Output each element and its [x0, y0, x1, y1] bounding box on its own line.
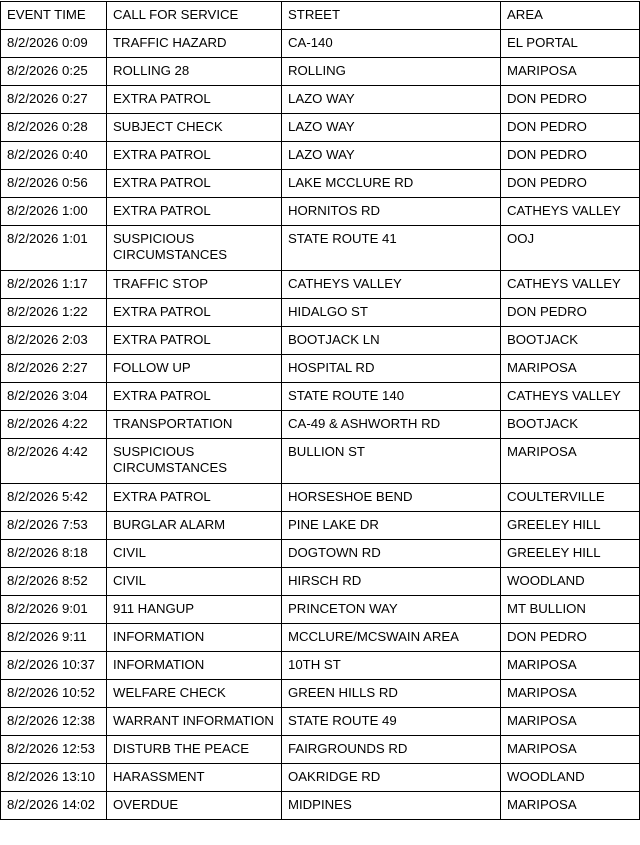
street-cell: HORNITOS RD — [282, 198, 501, 226]
area-cell: WOODLAND — [501, 568, 640, 596]
street-cell: DOGTOWN RD — [282, 540, 501, 568]
street-cell: CATHEYS VALLEY — [282, 271, 501, 299]
event-time-cell: 8/2/2026 9:01 — [1, 596, 107, 624]
event-time-cell: 8/2/2026 2:27 — [1, 355, 107, 383]
event-time-cell: 8/2/2026 10:37 — [1, 652, 107, 680]
event-time-cell: 8/2/2026 5:42 — [1, 484, 107, 512]
event-time-cell: 8/2/2026 1:01 — [1, 226, 107, 271]
table-row — [1, 680, 640, 708]
call-for-service-cell: EXTRA PATROL — [107, 484, 282, 512]
street-cell: HORSESHOE BEND — [282, 484, 501, 512]
call-for-service-cell: INFORMATION — [107, 624, 282, 652]
call-for-service-cell: EXTRA PATROL — [107, 86, 282, 114]
area-cell: MARIPOSA — [501, 680, 640, 708]
call-for-service-cell: SUBJECT CHECK — [107, 114, 282, 142]
area-cell: MT BULLION — [501, 596, 640, 624]
table-row — [1, 355, 640, 383]
call-for-service-cell: EXTRA PATROL — [107, 383, 282, 411]
call-for-service-cell: EXTRA PATROL — [107, 327, 282, 355]
street-cell: LAZO WAY — [282, 114, 501, 142]
call-for-service-cell: DISTURB THE PEACE — [107, 736, 282, 764]
table-row — [1, 226, 640, 271]
table-row — [1, 327, 640, 355]
area-cell: MARIPOSA — [501, 58, 640, 86]
street-cell: LAKE MCCLURE RD — [282, 170, 501, 198]
area-cell: DON PEDRO — [501, 86, 640, 114]
event-time-cell: 8/2/2026 8:18 — [1, 540, 107, 568]
table-row — [1, 439, 640, 484]
table-row — [1, 30, 640, 58]
event-time-cell: 8/2/2026 8:52 — [1, 568, 107, 596]
call-for-service-cell: CIVIL — [107, 568, 282, 596]
call-for-service-cell: EXTRA PATROL — [107, 170, 282, 198]
table-row — [1, 198, 640, 226]
area-cell: CATHEYS VALLEY — [501, 198, 640, 226]
table-row — [1, 792, 640, 820]
table-row — [1, 736, 640, 764]
call-for-service-cell: OVERDUE — [107, 792, 282, 820]
event-time-cell: 8/2/2026 1:22 — [1, 299, 107, 327]
event-time-cell: 8/2/2026 12:53 — [1, 736, 107, 764]
area-cell: OOJ — [501, 226, 640, 271]
area-cell: CATHEYS VALLEY — [501, 383, 640, 411]
table-row — [1, 624, 640, 652]
table-body — [1, 30, 640, 820]
street-cell: STATE ROUTE 49 — [282, 708, 501, 736]
area-cell: MARIPOSA — [501, 792, 640, 820]
header-street: STREET — [282, 2, 501, 30]
area-cell: CATHEYS VALLEY — [501, 271, 640, 299]
event-time-cell: 8/2/2026 14:02 — [1, 792, 107, 820]
call-for-service-cell: HARASSMENT — [107, 764, 282, 792]
street-cell: 10TH ST — [282, 652, 501, 680]
street-cell: MCCLURE/MCSWAIN AREA — [282, 624, 501, 652]
event-time-cell: 8/2/2026 3:04 — [1, 383, 107, 411]
street-cell: FAIRGROUNDS RD — [282, 736, 501, 764]
table-row — [1, 411, 640, 439]
table-row — [1, 58, 640, 86]
event-time-cell: 8/2/2026 0:25 — [1, 58, 107, 86]
street-cell: HIDALGO ST — [282, 299, 501, 327]
event-time-cell: 8/2/2026 1:17 — [1, 271, 107, 299]
call-for-service-cell: SUSPICIOUS CIRCUMSTANCES — [107, 439, 282, 484]
area-cell: MARIPOSA — [501, 355, 640, 383]
event-time-cell: 8/2/2026 0:09 — [1, 30, 107, 58]
call-for-service-cell: 911 HANGUP — [107, 596, 282, 624]
area-cell: DON PEDRO — [501, 624, 640, 652]
call-for-service-cell: SUSPICIOUS CIRCUMSTANCES — [107, 226, 282, 271]
header-area: AREA — [501, 2, 640, 30]
call-for-service-cell: WELFARE CHECK — [107, 680, 282, 708]
call-for-service-cell: FOLLOW UP — [107, 355, 282, 383]
call-for-service-cell: EXTRA PATROL — [107, 198, 282, 226]
street-cell: LAZO WAY — [282, 86, 501, 114]
street-cell: CA-140 — [282, 30, 501, 58]
event-time-cell: 8/2/2026 1:00 — [1, 198, 107, 226]
street-cell: BOOTJACK LN — [282, 327, 501, 355]
event-time-cell: 8/2/2026 10:52 — [1, 680, 107, 708]
event-time-cell: 8/2/2026 13:10 — [1, 764, 107, 792]
table-row — [1, 568, 640, 596]
area-cell: DON PEDRO — [501, 299, 640, 327]
street-cell: CA-49 & ASHWORTH RD — [282, 411, 501, 439]
event-time-cell: 8/2/2026 7:53 — [1, 512, 107, 540]
table-row — [1, 383, 640, 411]
area-cell: MARIPOSA — [501, 736, 640, 764]
event-time-cell: 8/2/2026 4:42 — [1, 439, 107, 484]
street-cell: STATE ROUTE 140 — [282, 383, 501, 411]
call-for-service-cell: TRAFFIC STOP — [107, 271, 282, 299]
call-for-service-cell: EXTRA PATROL — [107, 299, 282, 327]
table-row — [1, 299, 640, 327]
table-row — [1, 708, 640, 736]
header-row — [1, 2, 640, 30]
area-cell: DON PEDRO — [501, 114, 640, 142]
street-cell: MIDPINES — [282, 792, 501, 820]
area-cell: COULTERVILLE — [501, 484, 640, 512]
table-row — [1, 114, 640, 142]
area-cell: BOOTJACK — [501, 411, 640, 439]
table-row — [1, 170, 640, 198]
event-time-cell: 8/2/2026 9:11 — [1, 624, 107, 652]
call-for-service-cell: TRANSPORTATION — [107, 411, 282, 439]
event-time-cell: 8/2/2026 4:22 — [1, 411, 107, 439]
table-row — [1, 484, 640, 512]
table-row — [1, 142, 640, 170]
area-cell: MARIPOSA — [501, 708, 640, 736]
table-row — [1, 86, 640, 114]
area-cell: GREELEY HILL — [501, 512, 640, 540]
street-cell: HOSPITAL RD — [282, 355, 501, 383]
street-cell: PRINCETON WAY — [282, 596, 501, 624]
street-cell: PINE LAKE DR — [282, 512, 501, 540]
call-for-service-cell: EXTRA PATROL — [107, 142, 282, 170]
event-time-cell: 8/2/2026 2:03 — [1, 327, 107, 355]
area-cell: WOODLAND — [501, 764, 640, 792]
table-row — [1, 540, 640, 568]
call-for-service-cell: BURGLAR ALARM — [107, 512, 282, 540]
street-cell: ROLLING — [282, 58, 501, 86]
table-row — [1, 512, 640, 540]
call-for-service-cell: TRAFFIC HAZARD — [107, 30, 282, 58]
header-call-for-service: CALL FOR SERVICE — [107, 2, 282, 30]
area-cell: MARIPOSA — [501, 652, 640, 680]
street-cell: BULLION ST — [282, 439, 501, 484]
call-for-service-cell: ROLLING 28 — [107, 58, 282, 86]
table-row — [1, 271, 640, 299]
street-cell: GREEN HILLS RD — [282, 680, 501, 708]
area-cell: DON PEDRO — [501, 170, 640, 198]
table-row — [1, 764, 640, 792]
area-cell: GREELEY HILL — [501, 540, 640, 568]
call-for-service-cell: CIVIL — [107, 540, 282, 568]
area-cell: DON PEDRO — [501, 142, 640, 170]
event-time-cell: 8/2/2026 0:28 — [1, 114, 107, 142]
street-cell: HIRSCH RD — [282, 568, 501, 596]
call-for-service-cell: WARRANT INFORMATION — [107, 708, 282, 736]
table-row — [1, 652, 640, 680]
area-cell: BOOTJACK — [501, 327, 640, 355]
street-cell: STATE ROUTE 41 — [282, 226, 501, 271]
table-row — [1, 596, 640, 624]
header-event-time: EVENT TIME — [1, 2, 107, 30]
event-time-cell: 8/2/2026 0:56 — [1, 170, 107, 198]
event-time-cell: 8/2/2026 0:27 — [1, 86, 107, 114]
area-cell: EL PORTAL — [501, 30, 640, 58]
event-time-cell: 8/2/2026 12:38 — [1, 708, 107, 736]
call-for-service-cell: INFORMATION — [107, 652, 282, 680]
table-header — [1, 2, 640, 30]
event-time-cell: 8/2/2026 0:40 — [1, 142, 107, 170]
area-cell: MARIPOSA — [501, 439, 640, 484]
street-cell: OAKRIDGE RD — [282, 764, 501, 792]
street-cell: LAZO WAY — [282, 142, 501, 170]
calls-for-service-table — [0, 1, 640, 820]
